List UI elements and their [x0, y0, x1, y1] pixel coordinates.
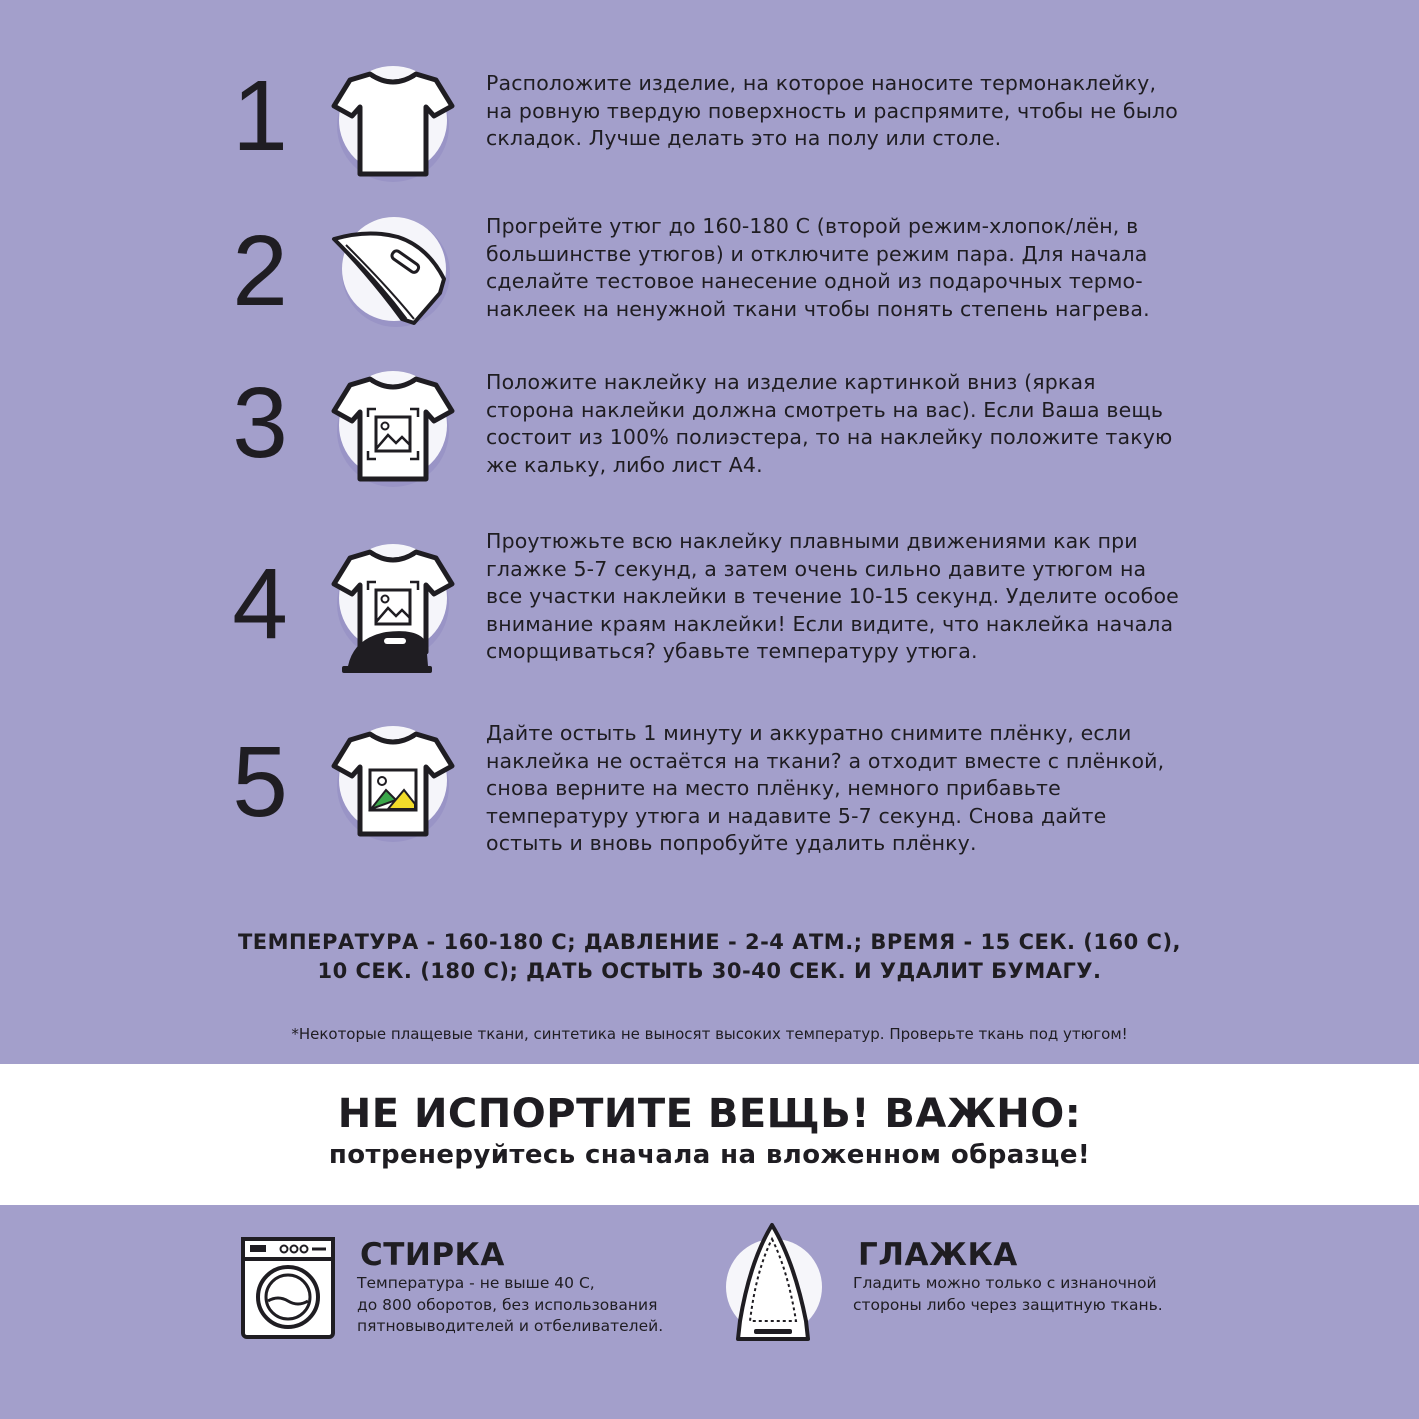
step-number: 3	[232, 367, 288, 479]
warning-banner	[0, 1064, 1419, 1205]
parameters	[0, 928, 1419, 986]
care-washing	[240, 1225, 700, 1355]
iron-soleplate-icon	[720, 1221, 830, 1351]
ironing-text	[853, 1273, 1163, 1316]
washing-text	[357, 1273, 663, 1338]
step-2	[220, 207, 1200, 337]
parameters-line-2: 10 СЕК. (180 С); ДАТЬ ОСТЫТЬ 30-40 СЕК. И УДАЛИТ БУМАГУ.	[317, 959, 1102, 983]
washing-title: СТИРКА	[360, 1237, 505, 1273]
footnote: *Некоторые плащевые ткани, синтетика не выносят высоких температур. Проверьте ткань под утюгом!	[291, 1025, 1128, 1043]
parameters-line-1: ТЕМПЕРАТУРА - 160-180 С; ДАВЛЕНИЕ - 2-4 АТМ.; ВРЕМЯ - 15 СЕК. (160 С),	[237, 930, 1182, 954]
step-text: Положите наклейку на изделие картинкой вниз (яркая сторона наклейки должна смотреть на вас). Если Ваша вещь состоит из 100% полиэстера, то на наклейку положите такую же кальку, либо лист А4.	[486, 370, 1173, 477]
step-number: 5	[232, 726, 288, 838]
ironing-title: ГЛАЖКА	[858, 1237, 1018, 1273]
step-4	[220, 529, 1200, 668]
t-shirt-with-image-icon	[328, 365, 458, 495]
step-text: Дайте остыть 1 минуту и аккуратно снимите плёнку, если наклейка не остаётся на ткани? а отходит вместе с плёнкой, снова верните на место плёнку, немного прибавьте температуру утюга и надавите 5-7 секунд. Снова дайте остыть и вновь попробуйте удалить плёнку.	[486, 721, 1165, 855]
step-number: 1	[232, 60, 288, 172]
iron-icon	[328, 207, 458, 337]
t-shirt-ironing-icon	[328, 538, 458, 678]
banner-subtitle: потренеруйтесь сначала на вложенном образце!	[328, 1140, 1091, 1170]
ironing-text-line: Гладить можно только с изнаночной	[853, 1274, 1157, 1292]
washing-machine-icon	[240, 1225, 336, 1341]
step-3	[220, 365, 1200, 495]
step-number: 4	[232, 548, 288, 660]
step-text: Проутюжьте всю наклейку плавными движениями как при глажке 5-7 секунд, а затем очень сильно давите утюгом на все участки наклейки в течение 10-15 секунд. Уделите особое внимание краям наклейки! Если видите, что наклейка начала сморщиваться? убавьте температуру утюга.	[486, 529, 1179, 663]
step-number: 2	[232, 215, 288, 327]
washing-text-line: до 800 оборотов, без использования	[357, 1295, 658, 1314]
t-shirt-icon	[328, 60, 458, 190]
step-text: Прогрейте утюг до 160-180 С (второй режим-хлопок/лён, в большинстве утюгов) и отключите режим пара. Для начала сделайте тестовое нанесение одной из подарочных термо-наклеек на ненужной ткани чтобы понять степень нагрева.	[486, 214, 1150, 321]
step-text: Расположите изделие, на которое наносите термонаклейку, на ровную твердую поверхность и распрямите, чтобы не было складок. Лучше делать это на полу или столе.	[486, 71, 1178, 150]
step-1	[220, 60, 1200, 190]
care-ironing	[720, 1225, 1200, 1355]
step-5	[220, 720, 1200, 855]
t-shirt-colored-image-icon	[328, 720, 458, 850]
banner-title: НЕ ИСПОРТИТЕ ВЕЩЬ! ВАЖНО:	[337, 1091, 1082, 1137]
washing-text-line: Температура - не выше 40 С,	[357, 1274, 595, 1292]
washing-text-line: пятновыводителей и отбеливателей.	[357, 1317, 664, 1335]
ironing-text-line: стороны либо через защитную ткань.	[853, 1295, 1163, 1314]
